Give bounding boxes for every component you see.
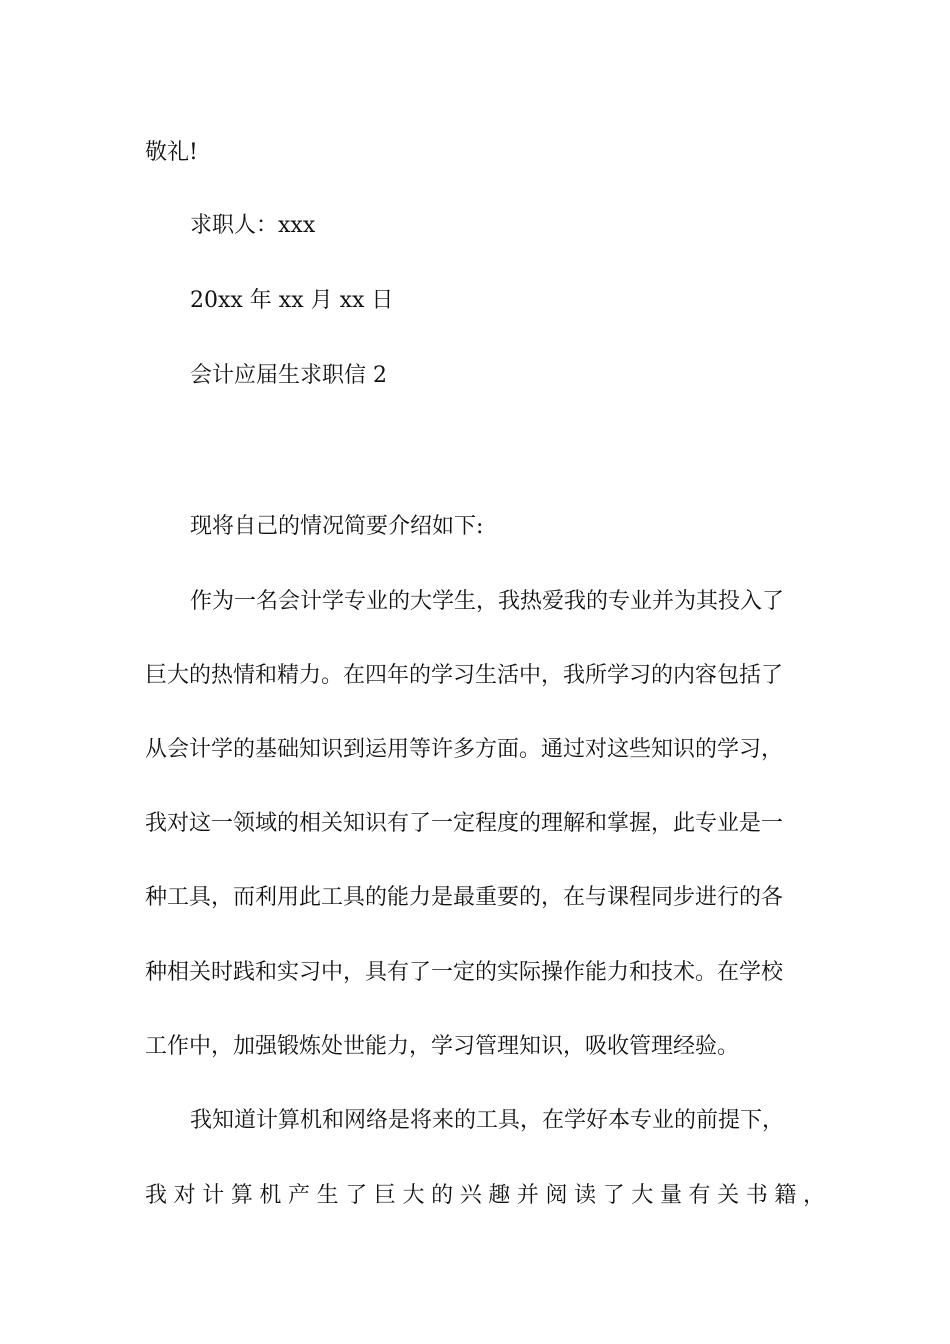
date-line: 20xx 年 xx 月 xx 日 bbox=[190, 288, 394, 313]
paragraph-line: 从会计学的基础知识到运用等许多方面。通过对这些知识的学习， bbox=[145, 737, 784, 762]
paragraph-line: 种工具，而利用此工具的能力是最重要的，在与课程同步进行的各 bbox=[145, 885, 784, 910]
intro-line: 现将自己的情况简要介绍如下: bbox=[190, 514, 484, 539]
paragraph-line: 我知道计算机和网络是将来的工具，在学好本专业的前提下， bbox=[190, 1108, 785, 1133]
paragraph-line: 种相关时践和实习中，具有了一定的实际操作能力和技术。在学校 bbox=[145, 960, 784, 985]
paragraph-line: 我对这一领域的相关知识有了一定程度的理解和掌握，此专业是一 bbox=[145, 811, 784, 836]
letter-heading: 会计应届生求职信 2 bbox=[190, 363, 387, 388]
paragraph-line: 工作中，加强锻炼处世能力，学习管理知识，吸收管理经验。 bbox=[145, 1034, 740, 1059]
paragraph-line: 我对计算机产生了巨大的兴趣并阅读了大量有关书籍， bbox=[145, 1183, 825, 1208]
closing-line: 敬礼! bbox=[145, 140, 198, 165]
paragraph-line: 作为一名会计学专业的大学生，我热爱我的专业并为其投入了 bbox=[190, 589, 785, 614]
paragraph-line: 巨大的热情和精力。在四年的学习生活中，我所学习的内容包括了 bbox=[145, 663, 784, 688]
signature-line: 求职人：xxx bbox=[190, 213, 316, 238]
